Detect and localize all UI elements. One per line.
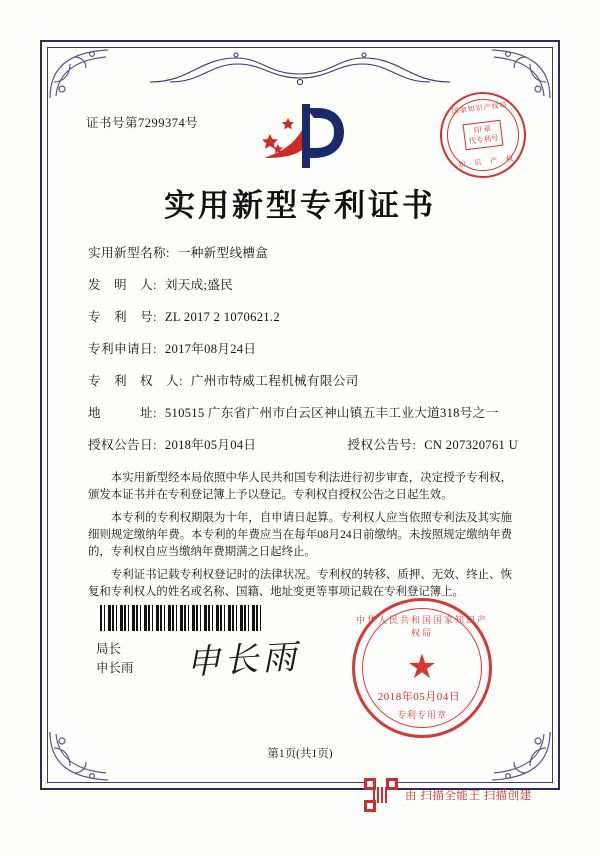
field-label: 授权公告日: [88,438,157,452]
field-label: 发 明 人: [88,278,157,292]
qr-code-icon [364,778,398,812]
field-label: 专利申请日: [88,342,157,356]
director-label: 局长 [96,642,122,656]
director-block [96,640,134,678]
field-row [88,244,518,262]
corner-flourish-icon [488,48,552,100]
director-name: 申长雨 [96,661,134,675]
field-label: 授权公告号: [347,438,417,452]
field-label: 专 利 权 人: [88,374,183,388]
field-row [88,340,518,358]
seal-middle-text: 印 章 代专利号 [463,120,504,150]
field-value: 广州市特威工程机械有限公司 [190,374,359,388]
seal-arc-bottom-text: 知 识 产 权 [458,154,515,170]
field-value: 2018年05月04日 [164,438,257,452]
corner-flourish-icon [48,48,112,100]
seal-star-icon: ★ [406,649,438,686]
legal-paragraph: 专利证书记载专利权登记时的法律状况。专利权的转移、质押、无效、终止、恢复和专利权人的姓名或名称、国籍、地址变更等事项记载在专利登记簿上。 [88,569,512,598]
seal-date: 2018年05月04日 [377,691,461,703]
certificate-number: 证书号第7299374号 [86,116,199,130]
seal-top-text: 中华人民共和国国家知识产权局 [355,615,488,638]
official-red-seal [352,598,492,738]
field-value: 一种新型线槽盒 [177,246,269,260]
page-footer: 第1页(共1页) [267,748,333,760]
field-value: ZL 2017 2 1070621.2 [164,310,280,324]
seal-arc-top-text: 国家知识产权局 [451,100,508,116]
field-row [88,308,518,326]
field-value: 510515 广东省广州市白云区神山镇五丰工业大道318号之一 [164,406,499,420]
field-row-publication [88,436,518,454]
legal-paragraph: 本专利的专利权期限为十年，自申请日起算。专利权人应当依照专利法及其实施细则规定缴纳年费。本专利的年费应当在每年08月24日前缴纳。未按照规定缴纳年费的，专利权自应当缴纳年费期满之日起终止。 [88,512,512,558]
field-list [88,244,518,468]
field-label: 地 址: [88,406,157,420]
handwritten-signature: 申长雨 [185,637,302,683]
field-value: 2017年08月24日 [164,342,257,356]
barcode [100,605,264,631]
field-row [88,276,518,294]
field-row [88,372,518,390]
seal-bottom-text: 专利专用章 [396,710,447,720]
field-value: CN 207320761 U [424,438,518,452]
sipo-logo-icon [248,100,352,172]
legal-paragraph: 本实用新型经本局依照中华人民共和国专利法进行初步审查，决定授予专利权，颁发本证书并在专利登记簿上予以登记。专利权自授权公告之日起生效。 [88,472,512,501]
page-title: 实用新型专利证书 [164,188,436,224]
publication-number-group [347,436,518,454]
field-label: 实用新型名称: [88,246,170,260]
scan-watermark [364,778,532,812]
field-value: 刘天成;盛民 [164,278,234,292]
top-ornament-icon [150,52,450,86]
scan-watermark-text: 由 扫描全能王 扫描创建 [405,790,532,802]
legal-body-text [88,470,512,607]
field-label: 专 利 号: [88,310,157,324]
field-row [88,404,518,422]
